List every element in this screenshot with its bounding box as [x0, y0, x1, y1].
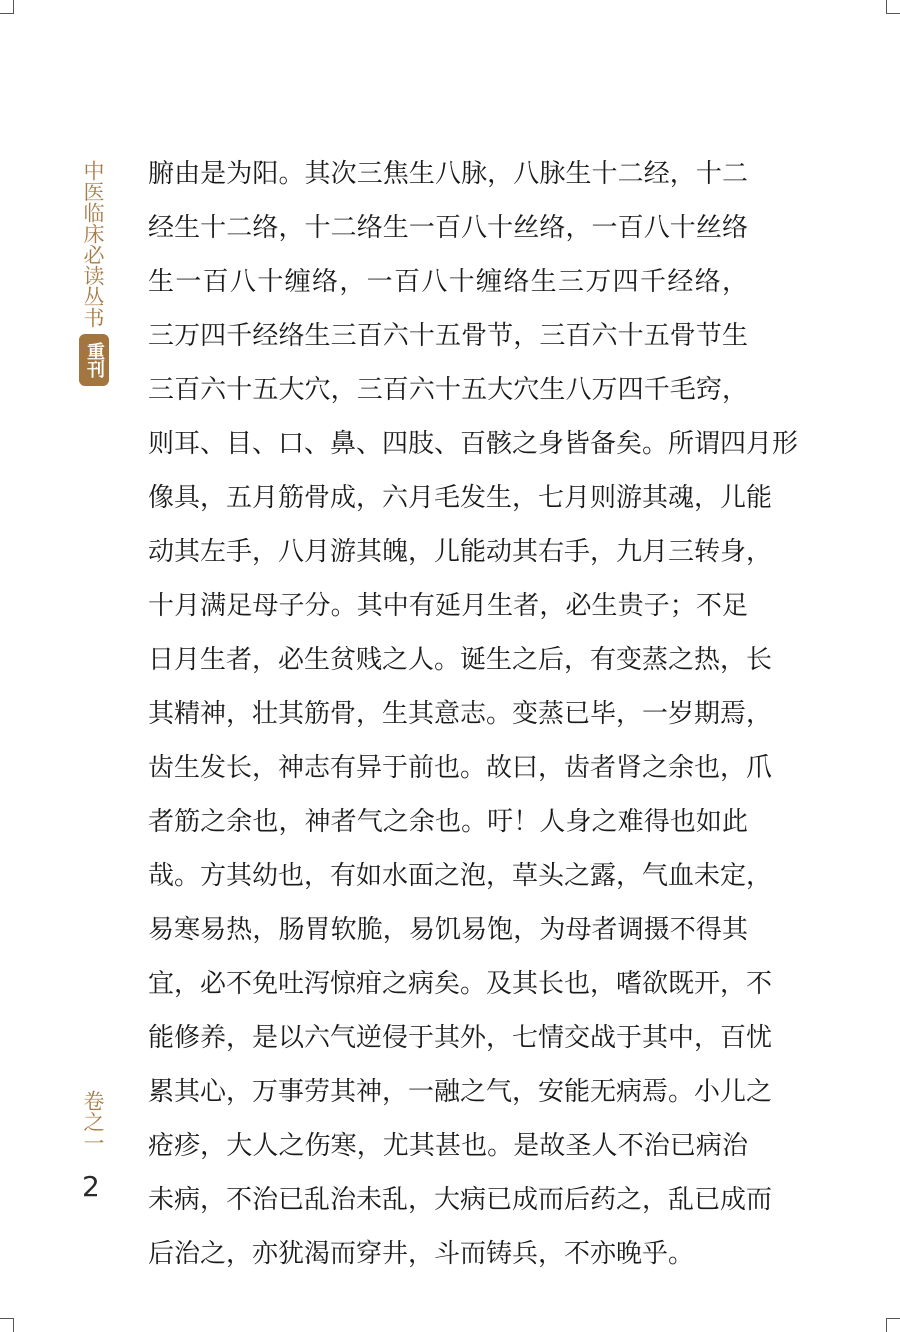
text-line: 哉。方其幼也，有如水面之泡，草头之露，气血未定，	[148, 861, 773, 891]
text-line: 后治之，亦犹渴而穿井，斗而铸兵，不亦晚乎。	[148, 1239, 695, 1269]
text-line: 能修养，是以六气逆侵于其外，七情交战于其中，百忧	[148, 1023, 773, 1053]
crop-mark	[886, 0, 887, 14]
crop-mark	[13, 1318, 14, 1332]
crop-mark	[0, 13, 14, 14]
text-line: 其精神，壮其筋骨，生其意志。变蒸已毕，一岁期焉，	[148, 699, 773, 729]
text-line: 像具，五月筋骨成，六月毛发生，七月则游其魂，儿能	[148, 483, 773, 513]
text-line: 腑由是为阳。其次三焦生八脉，八脉生十二经，十二	[148, 159, 748, 189]
text-line: 生一百八十缠络，一百八十缠络生三万四千经络，	[148, 267, 748, 297]
crop-mark	[886, 1318, 887, 1332]
text-line: 易寒易热，肠胃软脆，易饥易饱，为母者调摄不得其	[148, 915, 748, 945]
text-line: 齿生发长，神志有异于前也。故曰，齿者肾之余也，爪	[148, 753, 773, 783]
text-line: 宜，必不免吐泻惊疳之病矣。及其长也，嗜欲既开，不	[148, 969, 773, 999]
text-line: 疮疹，大人之伤寒，尤其甚也。是故圣人不治已病治	[148, 1131, 748, 1161]
text-line: 未病，不治已乱治未乱，大病已成而后药之，乱已成而	[148, 1185, 773, 1215]
text-line: 累其心，万事劳其神，一融之气，安能无病焉。小儿之	[148, 1077, 773, 1107]
text-line: 十月满足母子分。其中有延月生者，必生贵子；不足	[148, 591, 748, 621]
text-line: 经生十二络，十二络生一百八十丝络，一百八十丝络	[148, 213, 748, 243]
crop-mark	[886, 13, 900, 14]
crop-mark	[13, 0, 14, 14]
text-line: 日月生者，必生贫贱之人。诞生之后，有变蒸之热，长	[148, 645, 773, 675]
body-text	[148, 147, 799, 1281]
seal-stamp: 重刊	[79, 334, 109, 386]
chapter-label: 卷之一	[81, 1090, 105, 1153]
text-line: 三百六十五大穴，三百六十五大穴生八万四千毛窍，	[148, 375, 748, 405]
page-number: 2	[82, 1170, 100, 1203]
crop-mark	[0, 1318, 14, 1319]
series-title: 中医临床必读丛书	[81, 160, 105, 328]
text-line: 则耳、目、口、鼻、四肢、百骸之身皆备矣。所谓四月形	[148, 429, 799, 459]
crop-mark	[886, 1318, 900, 1319]
text-line: 动其左手，八月游其魄，儿能动其右手，九月三转身，	[148, 537, 773, 567]
text-line: 者筋之余也，神者气之余也。吁！人身之难得也如此	[148, 807, 748, 837]
text-line: 三万四千经络生三百六十五骨节，三百六十五骨节生	[148, 321, 748, 351]
